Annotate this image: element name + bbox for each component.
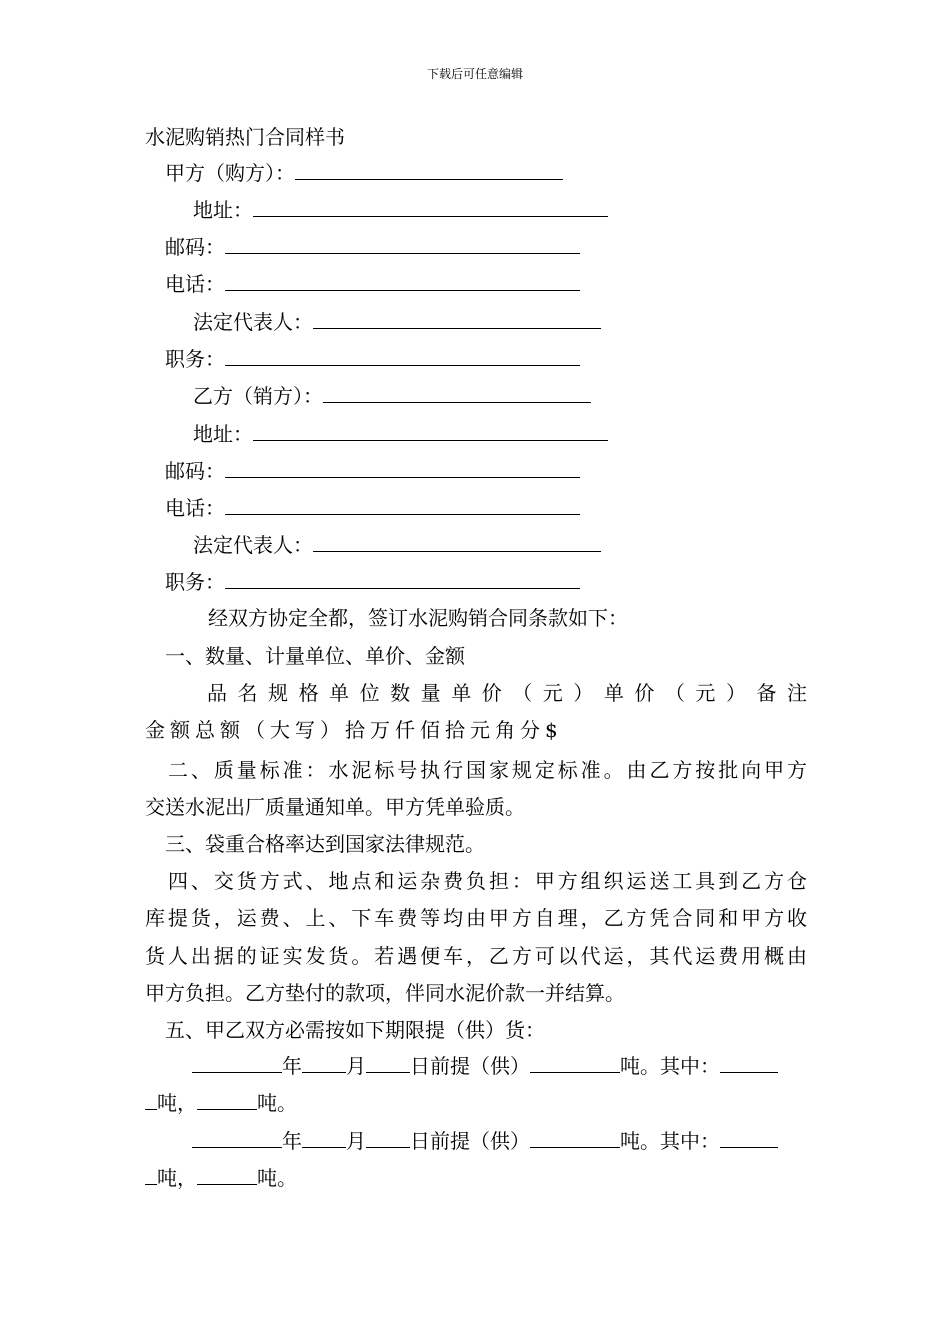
buyer-phone-field [165,270,580,297]
buyer-title-blank [225,345,580,366]
seller-title-field [165,568,580,595]
seller-address-label: 地址： [193,422,253,446]
seller-rep-field [193,531,601,558]
seller-blank [323,382,591,403]
seller-title-blank [225,568,580,589]
buyer-rep-blank [313,308,601,329]
seller-address-field [193,420,608,447]
sub-tons-blank [720,1127,778,1148]
seller-phone-blank [225,494,580,515]
seller-phone-field [165,494,580,521]
seller-title-label: 职务： [165,570,225,594]
clause-2-line-1: 二、质量标准：水泥标号执行国家规定标准。由乙方按批向甲方 [168,758,807,782]
schedule-line-1 [145,1048,807,1085]
clause-4-line-1: 四、交货方式、地点和运杂费负担：甲方组织运送工具到乙方仓 [168,869,807,893]
seller-phone-label: 电话： [165,496,225,520]
year-label: 年 [282,1129,302,1153]
tons-blank [530,1052,620,1073]
ton-comma-label: 吨， [157,1091,197,1115]
seller-field [193,382,591,409]
buyer-title-field [165,345,580,372]
intro-paragraph: 经双方协定全都，签订水泥购销合同条款如下： [208,606,628,630]
clause-4-line-4: 甲方负担。乙方垫付的款项，伴同水泥价款一并结算。 [145,981,625,1005]
month-label: 月 [346,1129,366,1153]
buyer-zip-label: 邮码： [165,235,225,259]
clause-1: 一、数量、计量单位、单价、金额 [165,644,465,668]
buyer-address-blank [253,196,608,217]
buyer-rep-label: 法定代表人： [193,310,313,334]
table-row-2: 金额总额（大写）拾万仟佰拾元角分$ [145,718,563,742]
ton-comma-label: 吨， [157,1166,197,1190]
tons-of-label: 吨。其中： [620,1054,720,1078]
tons-blank [530,1127,620,1148]
seller-address-blank [253,420,608,441]
clause-3: 三、袋重合格率达到国家法律规范。 [165,832,485,856]
seller-rep-label: 法定代表人： [193,533,313,557]
buyer-label: 甲方（购方）： [165,161,295,185]
clause-4-line-2: 库提货，运费、上、下车费等均由甲方自理，乙方凭合同和甲方收 [145,906,807,930]
schedule-line-2-cont [145,1160,807,1197]
sub-tons-blank-cont [145,1089,157,1110]
day-before-label: 日前提（供） [410,1129,530,1153]
schedule-line-1-cont [145,1085,807,1122]
ton-end-label: 吨。 [257,1166,297,1190]
buyer-title-label: 职务： [165,347,225,371]
day-before-label: 日前提（供） [410,1054,530,1078]
ton-end-label: 吨。 [257,1091,297,1115]
month-blank [302,1127,346,1148]
year-blank [192,1052,282,1073]
seller-zip-label: 邮码： [165,459,225,483]
clause-2-line-2: 交送水泥出厂质量通知单。甲方凭单验质。 [145,795,525,819]
seller-rep-blank [313,531,601,552]
year-label: 年 [282,1054,302,1078]
seller-zip-blank [225,457,580,478]
sub-tons-blank-2 [197,1089,257,1110]
buyer-blank [295,159,563,180]
month-blank [302,1052,346,1073]
seller-label: 乙方（销方）： [193,384,323,408]
day-blank [366,1127,410,1148]
document-title: 水泥购销热门合同样书 [145,125,345,149]
sub-tons-blank [720,1052,778,1073]
buyer-rep-field [193,308,601,335]
table-row-1: 品名规格单位数量单价（元）单价（元）备注 [207,681,807,705]
sub-tons-blank-cont [145,1164,157,1185]
day-blank [366,1052,410,1073]
buyer-zip-blank [225,233,580,254]
schedule-line-2 [145,1123,807,1160]
buyer-phone-blank [225,270,580,291]
buyer-address-field [193,196,608,223]
buyer-field [165,159,563,186]
clause-5: 五、甲乙双方必需按如下期限提（供）货： [165,1018,545,1042]
sub-tons-blank-2 [197,1164,257,1185]
page-header: 下载后可任意编辑 [426,67,523,81]
seller-zip-field [165,457,580,484]
buyer-address-label: 地址： [193,198,253,222]
year-blank [192,1127,282,1148]
clause-4-line-3: 货人出据的证实发货。若遇便车，乙方可以代运，其代运费用概由 [145,944,807,968]
month-label: 月 [346,1054,366,1078]
buyer-zip-field [165,233,580,260]
buyer-phone-label: 电话： [165,272,225,296]
tons-of-label: 吨。其中： [620,1129,720,1153]
